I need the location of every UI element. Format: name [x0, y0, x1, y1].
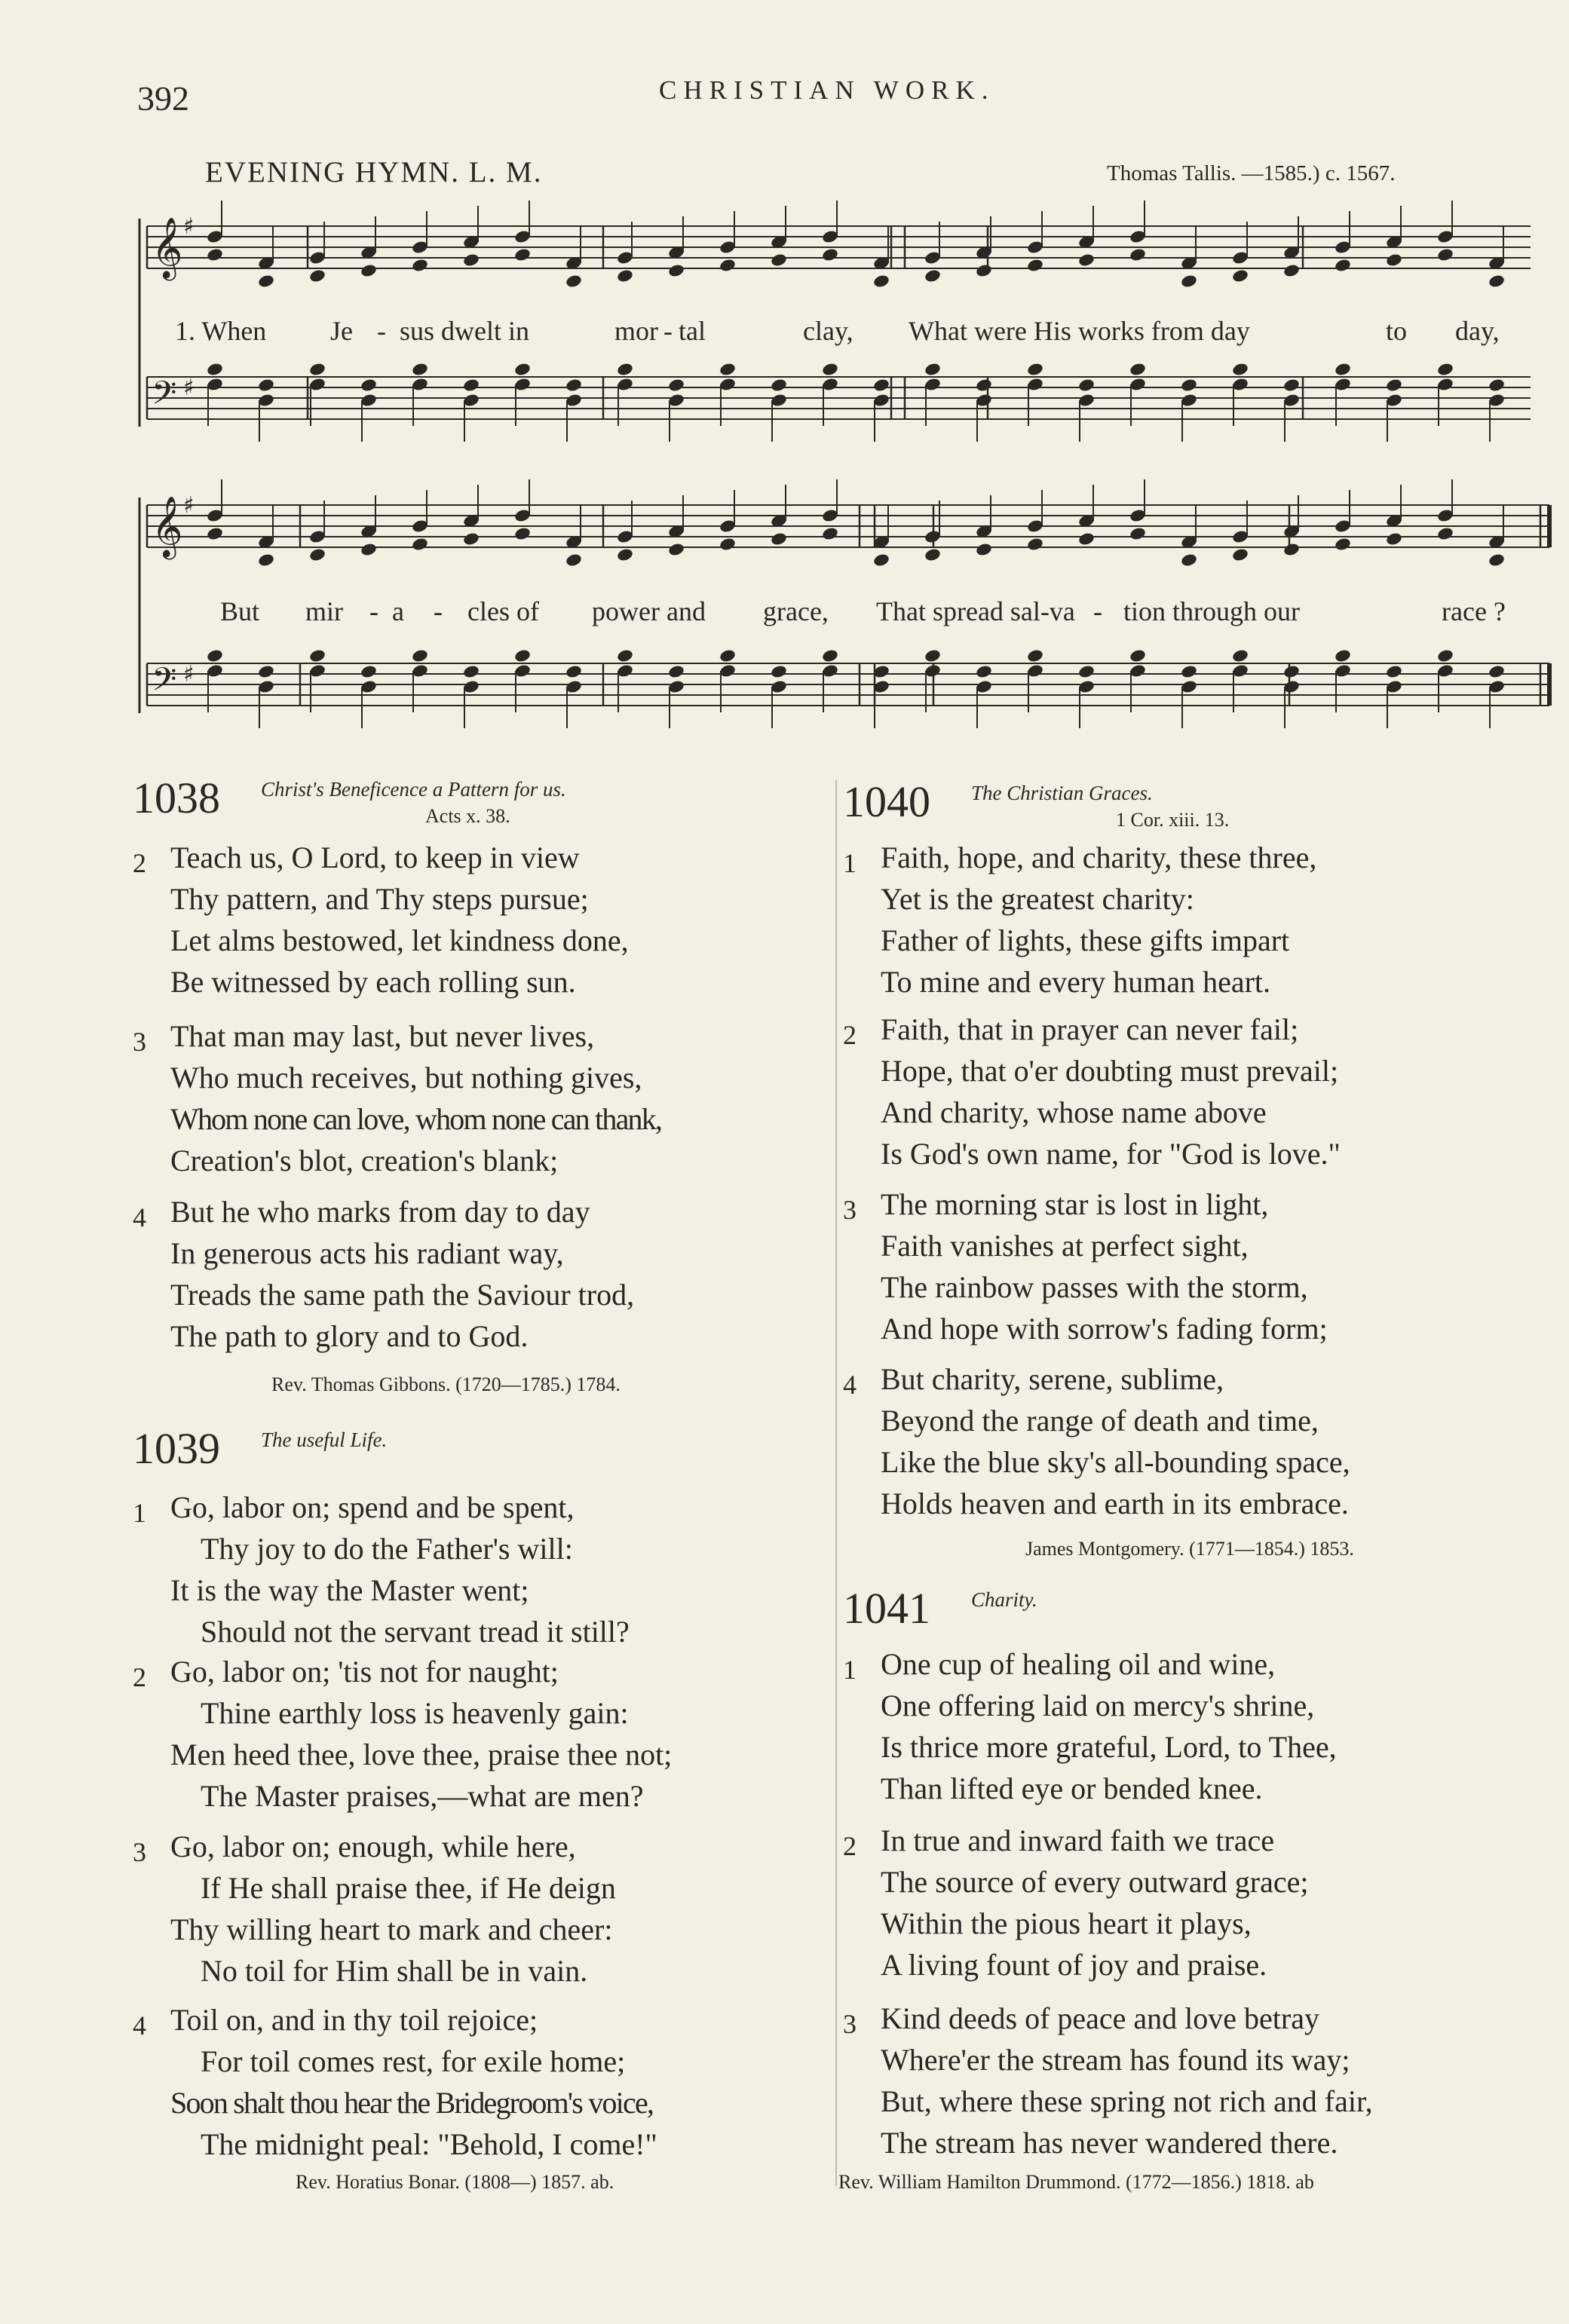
note-head [1077, 253, 1096, 268]
note-head [1129, 247, 1147, 262]
verse-line: But he who marks from day to day [170, 1195, 590, 1229]
verse-line: Thy willing heart to mark and cheer: [170, 1912, 613, 1946]
note-head [770, 531, 788, 547]
note-head [616, 547, 634, 562]
note-head [462, 378, 480, 393]
note-head [975, 542, 993, 557]
verse-number: 2 [843, 1831, 857, 1861]
note-head [1385, 253, 1403, 268]
note-head [667, 378, 685, 393]
note-head [1231, 268, 1249, 283]
note-head [872, 378, 890, 393]
hymn-attribution: Rev. Thomas Gibbons. (1720—1785.) 1784. [271, 1373, 621, 1395]
verse-line: Like the blue sky's all-bounding space, [881, 1445, 1350, 1479]
note-head [975, 263, 993, 278]
note-head [1488, 274, 1506, 289]
note-head [1385, 378, 1403, 393]
lyric-word: to [1386, 316, 1408, 346]
verse-line: Thy pattern, and Thy steps pursue; [170, 882, 589, 916]
note-head [975, 378, 993, 393]
lyric-word: 1. When [175, 316, 267, 346]
note-head [872, 274, 890, 289]
page-number: 392 [137, 79, 189, 118]
verse-number: 1 [133, 1498, 146, 1528]
lyric-word: - [377, 316, 386, 346]
hymn-number: 1041 [843, 1584, 930, 1633]
note-head [1180, 274, 1198, 289]
note-head [770, 253, 788, 268]
note-head [719, 648, 737, 663]
verse-number: 4 [843, 1370, 857, 1400]
note-head [513, 526, 532, 541]
note-head [1488, 553, 1506, 568]
tune-title: EVENING HYMN. L. M. [205, 156, 543, 188]
verse-line: The Master praises,—what are men? [201, 1779, 644, 1813]
note-head [719, 537, 737, 552]
verse-line: If He shall praise thee, if He deign [201, 1871, 616, 1905]
note-head [1077, 664, 1096, 679]
verse-line: Let alms bestowed, let kindness done, [170, 923, 629, 957]
note-head [1026, 362, 1044, 377]
bass-clef: 𝄢 [152, 661, 177, 706]
verse-line: Is thrice more grateful, Lord, to Thee, [881, 1730, 1337, 1764]
verse-line: But charity, serene, sublime, [881, 1362, 1224, 1396]
music-score [0, 0, 1569, 776]
hymn-reference: Acts x. 38. [425, 805, 510, 827]
treble-clef: 𝄞 [152, 495, 183, 557]
note-head [924, 547, 942, 562]
note-head [513, 247, 532, 262]
verse-line: Hope, that o'er doubting must prevail; [881, 1054, 1339, 1088]
note-head [1334, 362, 1352, 377]
note-head [360, 378, 378, 393]
note-head [411, 362, 429, 377]
key-signature: ♯ [183, 375, 195, 401]
note-head [1488, 378, 1506, 393]
note-head [1436, 648, 1454, 663]
verse-number: 1 [843, 848, 857, 878]
note-head [770, 378, 788, 393]
verse-line: One cup of healing oil and wine, [881, 1647, 1276, 1681]
verse-line: Should not the servant tread it still? [201, 1615, 630, 1649]
verse-number: 3 [133, 1027, 146, 1057]
note-head [1436, 526, 1454, 541]
lyric-word: race ? [1442, 596, 1506, 626]
verse-line: One offering laid on mercy's shrine, [881, 1689, 1315, 1722]
verse-line: Teach us, O Lord, to keep in view [170, 840, 580, 874]
note-head [667, 542, 685, 557]
note-head [1334, 537, 1352, 552]
note-head [667, 263, 685, 278]
note-head [462, 664, 480, 679]
verse-line: Where'er the stream has found its way; [881, 2043, 1350, 2077]
lyric-word: But [220, 596, 260, 626]
hymn-title: Charity. [971, 1588, 1037, 1611]
key-signature: ♯ [183, 492, 195, 519]
note-head [1231, 362, 1249, 377]
note-head [1282, 664, 1301, 679]
lyric-word: tal [679, 316, 706, 346]
note-head [308, 648, 326, 663]
note-head [206, 247, 224, 262]
note-head [1385, 664, 1403, 679]
verse-line: The rainbow passes with the storm, [881, 1270, 1308, 1304]
note-head [565, 274, 583, 289]
verse-line: Thine earthly loss is heavenly gain: [201, 1696, 629, 1730]
verse-line: A living fount of joy and praise. [881, 1948, 1267, 1982]
note-head [206, 526, 224, 541]
verse-line: The source of every outward grace; [881, 1865, 1309, 1899]
verse-line: To mine and every human heart. [881, 965, 1271, 999]
verse-line: Faith, hope, and charity, these three, [881, 840, 1317, 874]
note-head [206, 362, 224, 377]
verse-line: Father of lights, these gifts impart [881, 923, 1290, 957]
note-head [1026, 537, 1044, 552]
verse-line: In true and inward faith we trace [881, 1823, 1274, 1857]
lyric-word: What were His works from day [909, 316, 1250, 346]
lyric-word: - [1093, 596, 1102, 626]
lyric-word: cles of [467, 596, 539, 626]
note-head [360, 542, 378, 557]
treble-clef: 𝄞 [152, 216, 183, 278]
note-head [308, 547, 326, 562]
note-head [1180, 378, 1198, 393]
verse-line: And hope with sorrow's fading form; [881, 1312, 1328, 1346]
note-head [1129, 362, 1147, 377]
note-head [462, 531, 480, 547]
note-head [1180, 553, 1198, 568]
note-head [462, 253, 480, 268]
lyric-word: Je [330, 316, 353, 346]
note-head [1282, 378, 1301, 393]
tune-composer: Thomas Tallis. —1585.) c. 1567. [1107, 161, 1396, 185]
lyric-word: That spread sal-va [876, 596, 1075, 626]
hymn-reference: 1 Cor. xiii. 13. [1116, 809, 1230, 831]
verse-number: 2 [843, 1020, 857, 1050]
lyric-word: day, [1455, 316, 1500, 346]
verse-line: Beyond the range of death and time, [881, 1404, 1319, 1438]
hymn-title: The useful Life. [261, 1428, 388, 1451]
verse-line: Is God's own name, for "God is love." [881, 1137, 1341, 1171]
lyric-word: grace, [763, 596, 829, 626]
note-head [513, 648, 532, 663]
note-head [565, 553, 583, 568]
verse-line: Go, labor on; 'tis not for naught; [170, 1655, 559, 1689]
note-head [770, 664, 788, 679]
verse-line: Holds heaven and earth in its embrace. [881, 1487, 1349, 1520]
hymn-number: 1039 [133, 1424, 220, 1473]
verse-number: 2 [133, 848, 146, 878]
note-head [1077, 531, 1096, 547]
verse-line: Thy joy to do the Father's will: [201, 1532, 573, 1566]
note-head [1129, 648, 1147, 663]
note-head [308, 268, 326, 283]
note-head [1282, 263, 1301, 278]
lyric-word: - [434, 596, 443, 626]
note-head [821, 648, 839, 663]
note-head [616, 648, 634, 663]
bass-clef: 𝄢 [152, 375, 177, 420]
verse-line: In generous acts his radiant way, [170, 1236, 564, 1270]
lyric-word: mir [305, 596, 343, 626]
note-head [616, 268, 634, 283]
verse-number: 1 [843, 1655, 857, 1685]
verse-line: No toil for Him shall be in vain. [201, 1954, 588, 1988]
lyric-word: clay, [803, 316, 853, 346]
verse-line: Go, labor on; enough, while here, [170, 1829, 576, 1863]
lyric-word: - [369, 596, 378, 626]
lyric-word: sus dwelt in [400, 316, 530, 346]
note-head [1488, 664, 1506, 679]
verse-line: Soon shalt thou hear the Bridegroom's voice, [170, 2086, 654, 2120]
note-head [1129, 526, 1147, 541]
verse-line: Kind deeds of peace and love betray [881, 2001, 1319, 2035]
verse-line: Faith, that in prayer can never fail; [881, 1012, 1299, 1046]
note-head [257, 378, 275, 393]
note-head [257, 553, 275, 568]
note-head [924, 268, 942, 283]
verse-line: Whom none can love, whom none can thank, [170, 1102, 662, 1136]
note-head [1026, 258, 1044, 273]
hymn-number: 1040 [843, 777, 930, 826]
verse-line: Men heed thee, love thee, praise thee not; [170, 1738, 673, 1771]
note-head [1436, 247, 1454, 262]
note-head [360, 263, 378, 278]
note-head [411, 258, 429, 273]
note-head [1026, 648, 1044, 663]
note-head [206, 648, 224, 663]
verse-line: It is the way the Master went; [170, 1573, 529, 1607]
note-head [924, 362, 942, 377]
verse-number: 2 [133, 1662, 146, 1692]
hymn-title: Christ's Beneficence a Pattern for us. [261, 778, 566, 801]
verse-line: Faith vanishes at perfect sight, [881, 1229, 1249, 1263]
note-head [821, 362, 839, 377]
note-head [1077, 378, 1096, 393]
verse-line: Within the pious heart it plays, [881, 1906, 1252, 1940]
verse-line: The stream has never wandered there. [881, 2126, 1338, 2160]
note-head [616, 362, 634, 377]
verse-line: Toil on, and in thy toil rejoice; [170, 2003, 538, 2037]
verse-line: Yet is the greatest charity: [881, 882, 1194, 916]
verse-line: The path to glory and to God. [170, 1319, 529, 1353]
verse-line: Who much receives, but nothing gives, [170, 1061, 642, 1095]
note-head [1334, 258, 1352, 273]
note-head [513, 362, 532, 377]
lyric-word: - [663, 316, 673, 346]
verse-line: And charity, whose name above [881, 1095, 1267, 1129]
note-head [360, 664, 378, 679]
lyric-word: tion through our [1123, 596, 1300, 626]
running-head: CHRISTIAN WORK. [659, 75, 995, 105]
verse-line: The morning star is lost in light, [881, 1187, 1269, 1221]
note-head [667, 664, 685, 679]
note-head [821, 526, 839, 541]
hymn-title: The Christian Graces. [971, 782, 1153, 804]
verse-number: 4 [133, 1202, 146, 1232]
note-head [821, 247, 839, 262]
verse-number: 3 [843, 2009, 857, 2039]
verse-line: But, where these spring not rich and fair, [881, 2084, 1373, 2118]
key-signature: ♯ [183, 661, 195, 687]
verse-line: Treads the same path the Saviour trod, [170, 1278, 635, 1312]
hymn-attribution: Rev. William Hamilton Drummond. (1772—1856.) 1818. ab [838, 2171, 1314, 2193]
verse-number: 4 [133, 2010, 146, 2041]
note-head [565, 664, 583, 679]
verse-line: Go, labor on; spend and be spent, [170, 1490, 575, 1524]
note-head [719, 362, 737, 377]
hymn-attribution: Rev. Horatius Bonar. (1808—) 1857. ab. [296, 2171, 614, 2193]
lyric-word: power and [592, 596, 706, 626]
verse-line: That man may last, but never lives, [170, 1019, 595, 1053]
verse-line: The midnight peal: "Behold, I come!" [201, 2127, 657, 2161]
lyric-word: a [392, 596, 404, 626]
verse-line: For toil comes rest, for exile home; [201, 2044, 626, 2078]
hymn-attribution: James Montgomery. (1771—1854.) 1853. [1025, 1538, 1354, 1560]
verse-line: Than lifted eye or bended knee. [881, 1771, 1263, 1805]
note-head [1231, 547, 1249, 562]
note-head [411, 648, 429, 663]
note-head [719, 258, 737, 273]
note-head [565, 378, 583, 393]
note-head [1180, 664, 1198, 679]
verse-number: 3 [133, 1837, 146, 1867]
note-head [1385, 531, 1403, 547]
note-head [308, 362, 326, 377]
note-head [1282, 542, 1301, 557]
note-head [975, 664, 993, 679]
note-head [257, 274, 275, 289]
verse-line: Be witnessed by each rolling sun. [170, 965, 576, 999]
key-signature: ♯ [183, 213, 195, 240]
note-head [1231, 648, 1249, 663]
note-head [1334, 648, 1352, 663]
note-head [924, 648, 942, 663]
note-head [872, 553, 890, 568]
note-head [1436, 362, 1454, 377]
column-divider [835, 780, 837, 2186]
note-head [411, 537, 429, 552]
note-head [257, 664, 275, 679]
verse-line: Creation's blot, creation's blank; [170, 1144, 559, 1177]
verse-number: 3 [843, 1195, 857, 1225]
hymn-number: 1038 [133, 773, 220, 822]
lyric-word: mor [614, 316, 658, 346]
